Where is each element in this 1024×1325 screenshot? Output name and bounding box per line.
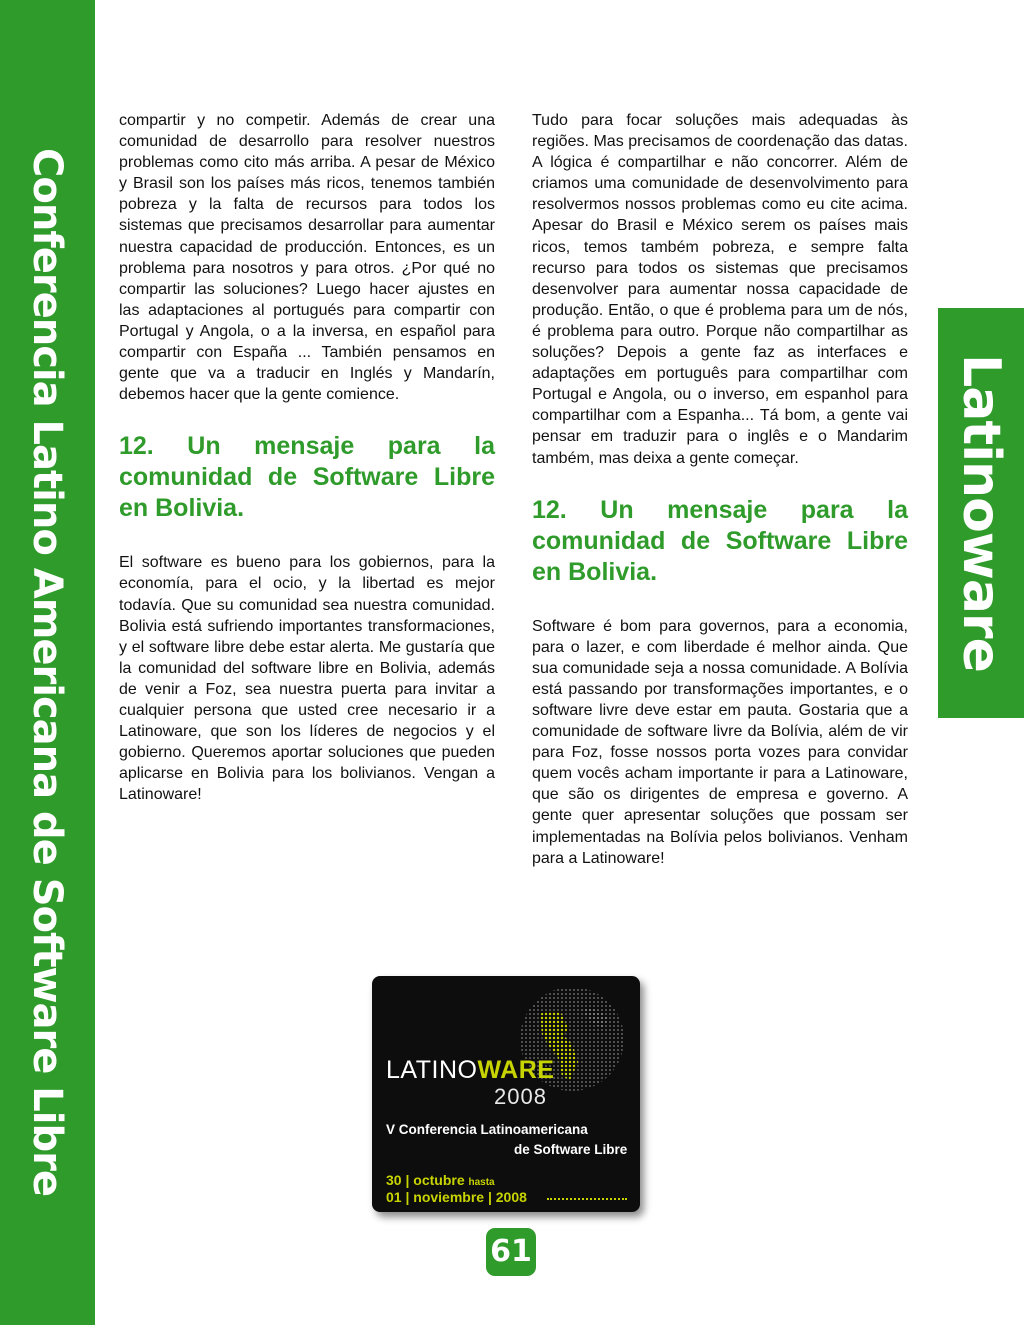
right-paragraph-2: Software é bom para governos, para a economia, para o lazer, e com liberdade é melhor ainda. Que sua comunidade seja a nossa comunidade. A Bolívia está passando por transformações importantes, e o software livre deve estar em pauta. Gostaria que a comunidade de software livre da Bolívia, além de vir para Foz, fosse nossos porta vozes para convidar quem vocês acham importante ir para a Latinoware, que são os dirigentes de empresa e governo. A gente quer apresentar soluções que possam ser implementadas na Bolívia pelos bolivianos. Venham para a Latinoware! (532, 617, 908, 867)
poster-brand: LATINOWARE (386, 1056, 555, 1084)
right-column (532, 110, 908, 869)
poster-date-end: 01 | noviembre | 2008 (386, 1189, 527, 1205)
poster-subtitle-1: V Conferencia Latinoamericana (386, 1122, 588, 1137)
side-title: Conferencia Latino Americana de Software Libre (24, 148, 70, 1196)
left-paragraph-1: compartir y no competir. Además de crear una comunidad de desarrollo para resolver nuestros problemas como cito más arriba. A pesar de México y Brasil son los países más ricos, tenemos también pobreza y la falta de recursos para todos los sistemas que precisamos desarrollar para aumentar nuestra capacidad de producción. Entonces, es un problema para nosotros y para otros. ¿Por qué no compartir las soluciones? Luego hacer ajustes en las adaptaciones al portugués para compartir con Portugal y Angola, o a la inversa, en español para compartir con España ... También pensamos en gente que va a traducir en Inglés y Mandarín, debemos hacer que la gente comience. (119, 112, 495, 404)
left-paragraph-2: El software es bueno para los gobiernos, para la economía, para el ocio, y la libertad es mejor todavía. Que su comunidad sea nuestra comunidad. Bolivia está sufriendo importantes transformaciones, y el software libre debe estar alerta. Me gustaría que la comunidad del software libre en Bolivia, además de venir a Foz, sea nuestra puerta para invitar a cualquier persona que usted cree necesario ir a Latinoware, que son los líderes de negocios y el gobierno. Queremos aportar soluciones que pueden aplicarse en Bolivia para los bolivianos. Vengan a Latinoware! (119, 554, 495, 804)
section-tab (938, 308, 1024, 718)
left-column (119, 110, 495, 805)
section-tab-title: Latinoware (951, 354, 1011, 672)
poster-date-start: 30 | octubre hasta (386, 1172, 495, 1188)
side-title-band (0, 0, 95, 1325)
poster-dotted-line (547, 1198, 627, 1200)
poster-subtitle-2: de Software Libre (514, 1142, 628, 1157)
poster-year: 2008 (494, 1084, 547, 1109)
left-heading: 12. Un mensaje para la comunidad de Software Libre en Bolivia. (119, 432, 495, 523)
latinoware-poster (372, 976, 640, 1212)
right-heading: 12. Un mensaje para la comunidad de Software Libre en Bolivia. (532, 495, 908, 586)
right-paragraph-1: Tudo para focar soluções mais adequadas às regiões. Mas precisamos de coordenação das datas. A lógica é compartilhar e não concorrer. Além de criamos uma comunidade de desenvolvimento para resolvermos nossos problemas como eu cite acima. Apesar do Brasil e México serem os países mais ricos, temos também pobreza, e sempre falta recurso para todos os sistemas que precisamos desenvolver para aumentar nossa capacidade de produção. Então, o que é problema para um de nós, é problema para outro. Porque não compartilhar as soluções? Depois a gente faz as interfaces e adaptações em português para compartilhar com Portugal e Angola, ou o inverso, em espanhol para compartilhar com a Espanha... Tá bom, a gente vai pensar em traduzir para o inglês e o Mandarim também, mas deixa a gente começar. (532, 112, 908, 467)
page-number: 61 (486, 1228, 536, 1276)
